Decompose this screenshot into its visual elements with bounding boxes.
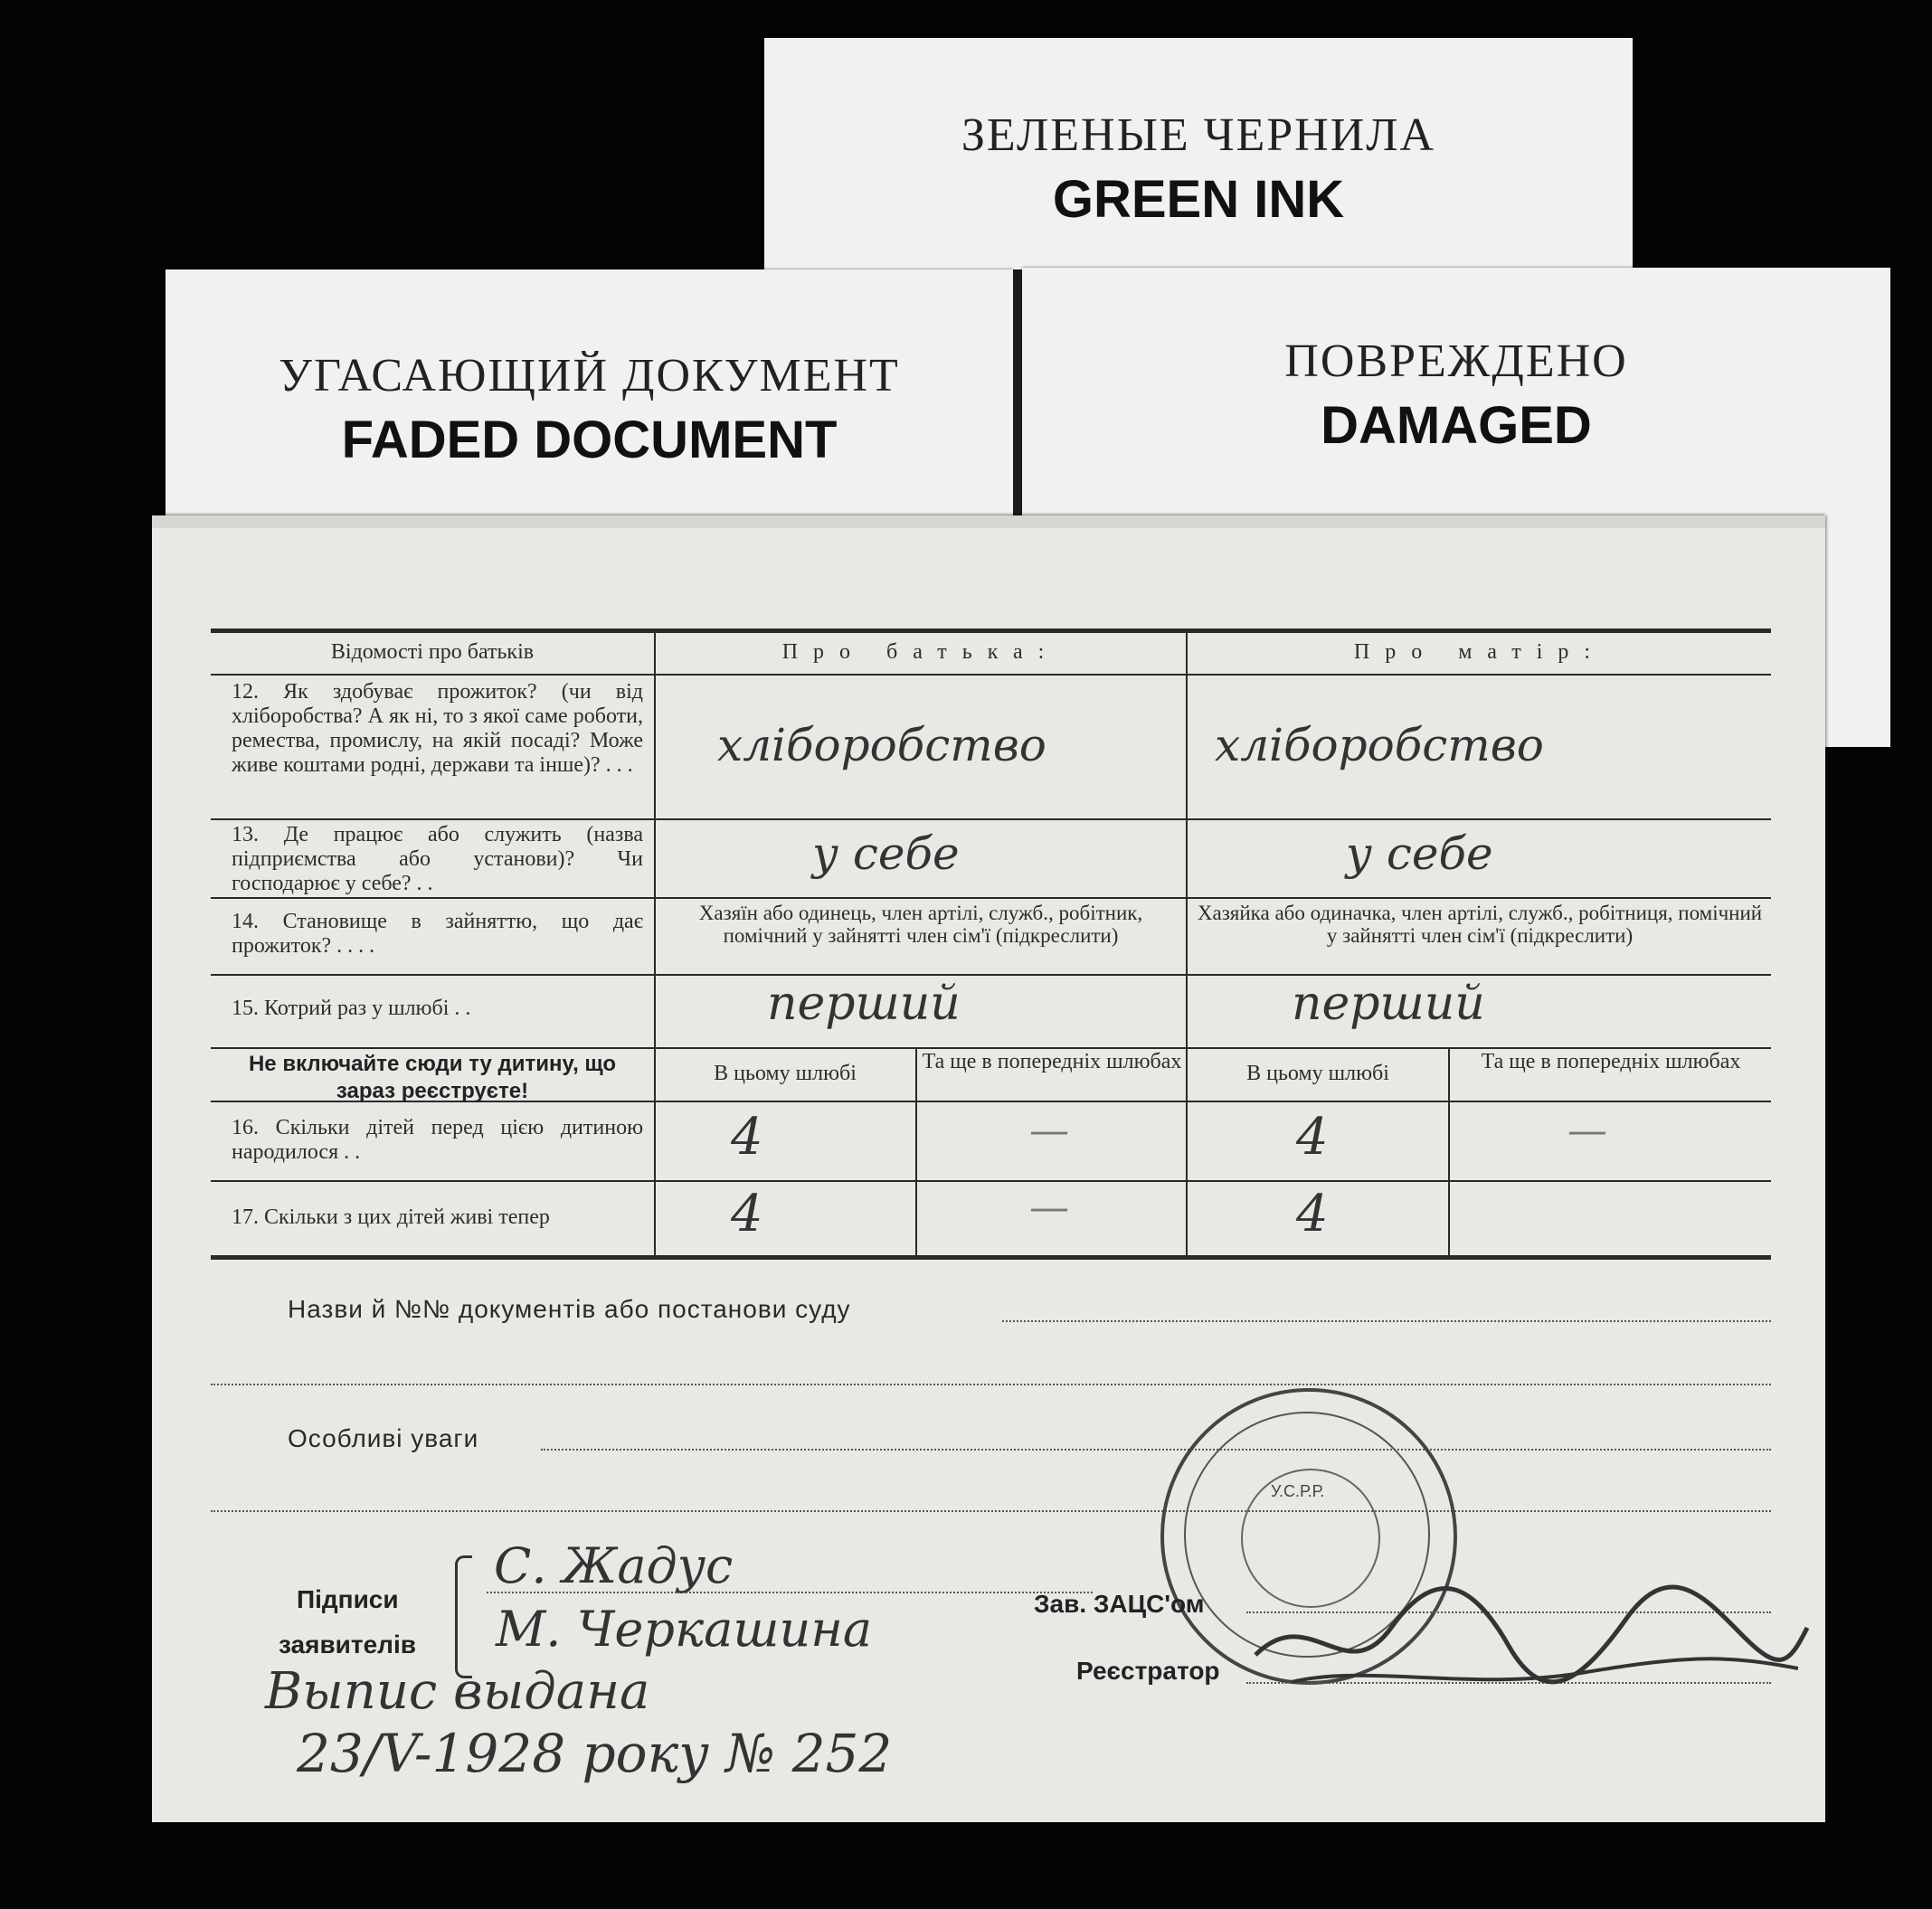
registrar-label: Реєстратор [1076, 1657, 1220, 1685]
answer-16-father-previous: — [1029, 1108, 1069, 1154]
stamp-text: У.С.Р.Р. [1271, 1482, 1325, 1500]
column-divider-2 [1186, 631, 1188, 1257]
header-rule [211, 674, 1771, 676]
header-father: Про батька: [781, 640, 1060, 664]
table-bottom-rule [211, 1255, 1771, 1260]
signatures-label-line2: заявителів [279, 1630, 416, 1659]
row-rule-12 [211, 818, 1771, 820]
answer-17-father-previous: — [1029, 1185, 1069, 1231]
answer-12-mother: хліборобство [1215, 719, 1544, 771]
table-top-rule [211, 628, 1771, 633]
answer-15-father: перший [767, 977, 961, 1031]
row-rule-13 [211, 897, 1771, 899]
damaged-en-label: DAMAGED [1321, 396, 1592, 455]
question-14: 14. Становище в зайняттю, що дає прожиток? . . . . [232, 910, 643, 958]
question-17: 17. Скільки з цих дітей живі тепер [232, 1205, 550, 1229]
answer-16-mother: 4 [1296, 1108, 1329, 1167]
documents-line-2 [211, 1384, 1771, 1385]
answer-12-father: хліборобство [717, 719, 1046, 771]
father-this-marriage-header: В цьому шлюбі [714, 1062, 857, 1085]
remarks-line-1 [541, 1449, 1771, 1451]
answer-13-father: у себе [812, 827, 960, 880]
answer-13-mother: у себе [1346, 827, 1493, 880]
header-info: Відомості про батьків [330, 640, 535, 664]
header-mother: Про матір: [1353, 640, 1606, 664]
occupation-options-father: Хазяїн або одинець, член артілі, служб., робітник, помічний у зайнятті член сім'ї (підкреслити) [698, 902, 1143, 947]
faded-ru-label: УГАСАЮЩИЙ ДОКУМЕНТ [279, 350, 900, 402]
question-13: 13. Де працює або служить (назва підприємства або установи)? Чи господарює у себе? . . [232, 823, 643, 895]
applicant-signature-2: М. Черкашина [496, 1601, 873, 1658]
answer-17-mother: 4 [1296, 1185, 1329, 1243]
father-previous-marriages-header: Та ще в попередніх шлюбах [922, 1050, 1182, 1073]
answer-16-mother-previous: — [1567, 1108, 1607, 1154]
issued-note: Выпис выдана [265, 1662, 650, 1721]
signatures-label-line1: Підписи [297, 1585, 399, 1613]
row-rule-14 [211, 974, 1771, 976]
registration-form-sheet [152, 515, 1825, 1822]
mother-subcolumn-divider [1448, 1049, 1450, 1257]
question-15: 15. Котрий раз у шлюбі . . [232, 997, 471, 1020]
green-ink-card [764, 38, 1633, 282]
head-registry-label: Зав. ЗАЦС'ом [1034, 1590, 1205, 1618]
mother-this-marriage-header: В цьому шлюбі [1246, 1062, 1389, 1085]
signatures-brace [455, 1555, 472, 1678]
row-rule-15 [211, 1047, 1771, 1049]
official-signature [1237, 1546, 1816, 1709]
faded-document-card [166, 269, 1013, 541]
row-rule-16 [211, 1180, 1771, 1182]
question-16: 16. Скільки дітей перед цією дитиною народилося . . [232, 1116, 643, 1164]
question-12: 12. Як здобуває прожиток? (чи від хліборобства? А як ні, то з якої саме роботи, ремества, промислу, на якій посаді? Може живе коштами родні, держави та інше)? . . . [232, 680, 643, 777]
applicant-signature-1: С. Жадус [494, 1537, 734, 1594]
father-subcolumn-divider [915, 1049, 917, 1257]
answer-17-father: 4 [731, 1185, 763, 1243]
documents-label: Назви й №№ документів або постанови суду [288, 1295, 851, 1323]
issued-date-line: 23/V-1928 року № 252 [297, 1723, 893, 1784]
mother-previous-marriages-header: Та ще в попередніх шлюбах [1481, 1050, 1741, 1073]
signature-line-1 [487, 1592, 1093, 1593]
documents-line-1 [1002, 1320, 1771, 1322]
card-gap [1013, 269, 1022, 523]
answer-16-father: 4 [731, 1108, 763, 1167]
column-divider-1 [654, 631, 656, 1257]
faded-en-label: FADED DOCUMENT [341, 411, 838, 469]
answer-15-mother: перший [1292, 977, 1485, 1031]
green-ink-ru-label: ЗЕЛЕНЫЕ ЧЕРНИЛА [961, 109, 1436, 161]
note-exclude-child: Не включайте сюди ту дитину, що зараз реєструєте! [248, 1052, 617, 1103]
green-ink-en-label: GREEN INK [1052, 170, 1345, 229]
remarks-label: Особливі уваги [288, 1424, 479, 1452]
remarks-line-2 [211, 1510, 1771, 1512]
damaged-ru-label: ПОВРЕЖДЕНО [1284, 335, 1628, 387]
occupation-options-mother: Хазяйка або одиначка, член артілі, служб., робітниця, помічний у зайнятті член сім'ї (підкреслити) [1197, 902, 1763, 947]
